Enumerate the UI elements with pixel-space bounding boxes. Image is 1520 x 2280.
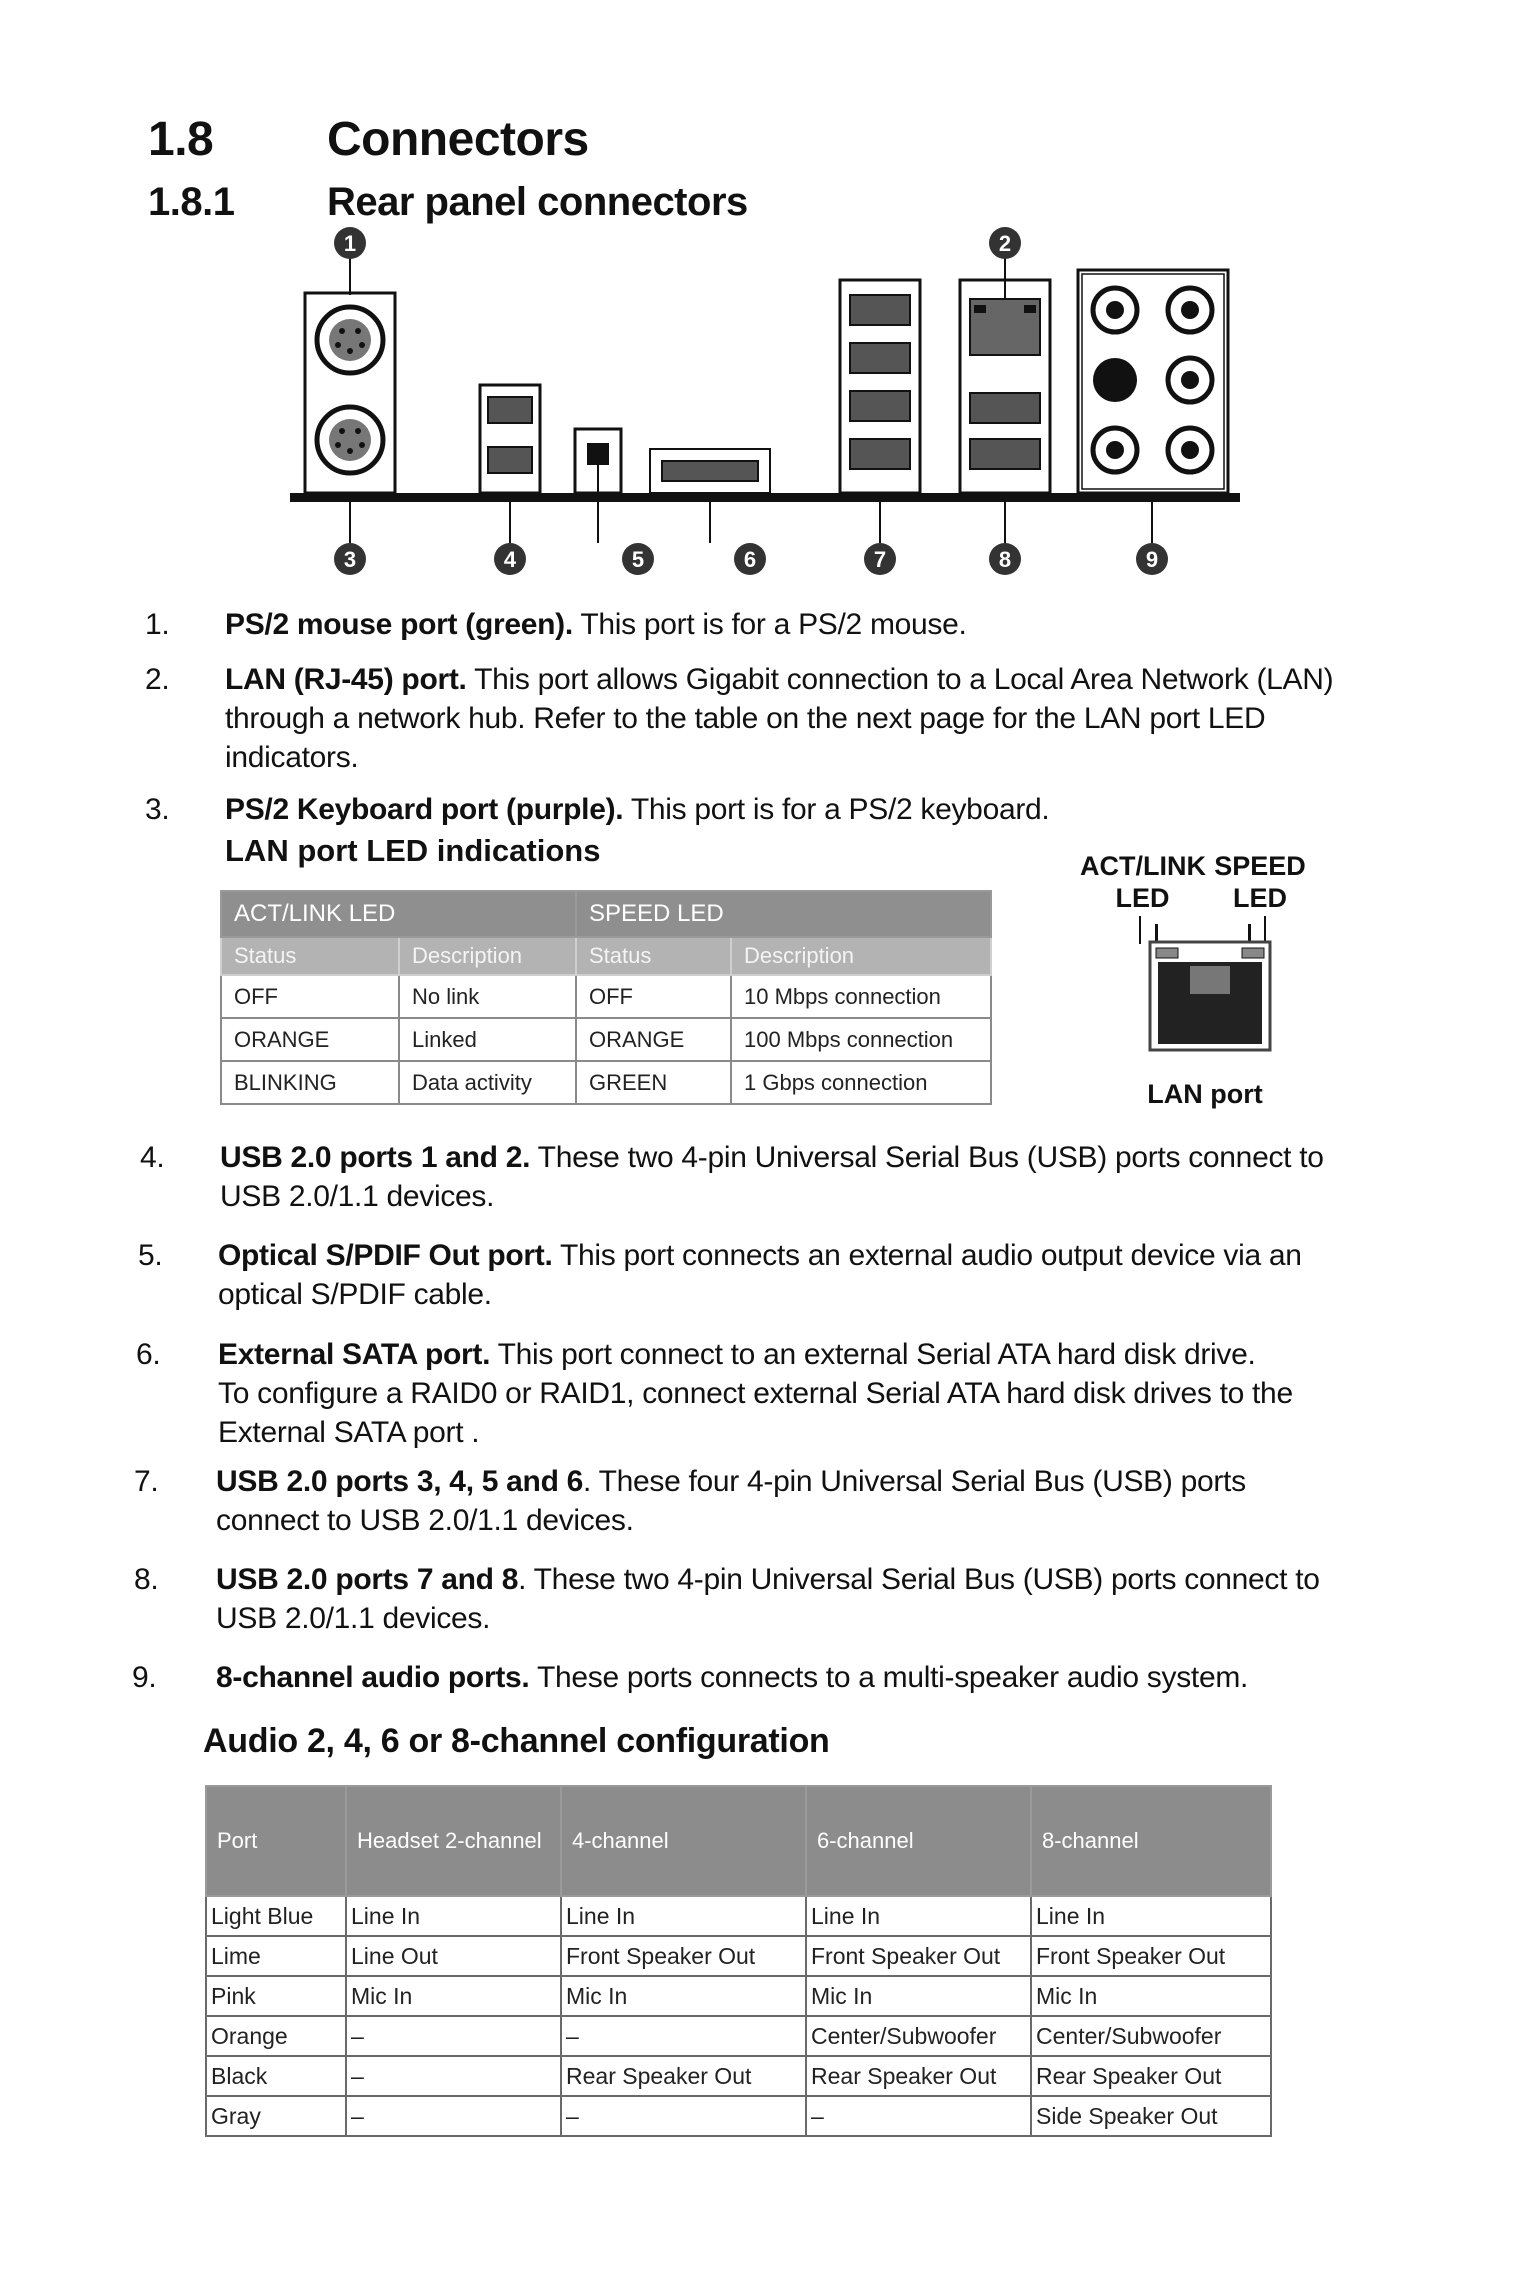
table-row: Lime Line Out Front Speaker Out Front Speaker Out Front Speaker Out <box>206 1936 1271 1976</box>
table-row: BLINKING Data activity GREEN 1 Gbps connection <box>221 1061 991 1104</box>
section-number: 1.8 <box>148 113 214 166</box>
list-item-9: 9. 8-channel audio ports. These ports connects to a multi-speaker audio system. <box>132 1661 1249 1694</box>
list-item-8: 8. USB 2.0 ports 7 and 8. These two 4-pin Universal Serial Bus (USB) ports connect to USB 2.0/1.1 devices. <box>134 1563 1320 1635</box>
act-link-led-label: ACT/LINK LED <box>1080 851 1206 913</box>
subsection-title: Rear panel connectors <box>327 180 748 224</box>
callout-1: 1 <box>343 231 357 256</box>
table-row: Pink Mic In Mic In Mic In Mic In <box>206 1976 1271 2016</box>
subsection-number: 1.8.1 <box>148 180 235 224</box>
lan-led-table: ACT/LINK LED SPEED LED Status Description Status Description OFF No link OFF 10 Mbps connection ORANGE Linked ORANGE 100 Mbps connection BLINKING Data activity GREEN 1 Gbps connection <box>220 890 992 1105</box>
speed-led-label: SPEED LED <box>1214 851 1306 913</box>
lan-port-figure <box>1080 850 1310 1120</box>
list-item-7: 7. USB 2.0 ports 3, 4, 5 and 6. These four 4-pin Universal Serial Bus (USB) ports connect to USB 2.0/1.1 devices. <box>134 1465 1246 1537</box>
callout-9: 9 <box>1145 547 1159 572</box>
table-row: Black – Rear Speaker Out Rear Speaker Out Rear Speaker Out <box>206 2056 1271 2096</box>
callout-6: 6 <box>743 547 757 572</box>
table-row: Light Blue Line In Line In Line In Line In <box>206 1896 1271 1936</box>
callout-8: 8 <box>998 547 1012 572</box>
table-row: ORANGE Linked ORANGE 100 Mbps connection <box>221 1018 991 1061</box>
usb-ports-1-2-icon <box>480 385 540 493</box>
list-item-3: 3. PS/2 Keyboard port (purple). This port is for a PS/2 keyboard. <box>145 793 1050 826</box>
list-item-5: 5. Optical S/PDIF Out port. This port connects an external audio output device via an optical S/PDIF cable. <box>138 1239 1302 1311</box>
list-item-1: 1. PS/2 mouse port (green). This port is for a PS/2 mouse. <box>145 608 967 641</box>
list-item-4: 4. USB 2.0 ports 1 and 2. These two 4-pin Universal Serial Bus (USB) ports connect to USB 2.0/1.1 devices. <box>140 1141 1324 1213</box>
callout-7: 7 <box>873 547 887 572</box>
section-title: Connectors <box>327 113 589 166</box>
lan-port-label: LAN port <box>1147 1079 1263 1109</box>
table-row: Orange – – Center/Subwoofer Center/Subwoofer <box>206 2016 1271 2056</box>
audio-ports-icon <box>1078 270 1228 493</box>
table-row: OFF No link OFF 10 Mbps connection <box>221 975 991 1018</box>
ps2-ports-icon <box>305 293 395 493</box>
list-item-2: 2. LAN (RJ-45) port. This port allows Gigabit connection to a Local Area Network (LAN) through a network hub. Refer to the table on the next page for the LAN port LED indicators. <box>145 663 1334 774</box>
list-item-6: 6. External SATA port. This port connect to an external Serial ATA hard disk drive. To configure a RAID0 or RAID1, connect external Serial ATA hard disk drives to the External SATA port . <box>136 1338 1293 1449</box>
callout-4: 4 <box>503 547 517 572</box>
callout-2: 2 <box>998 231 1012 256</box>
table-header-row: Port Headset 2-channel 4-channel 6-channel 8-channel <box>206 1786 1271 1896</box>
rear-panel-diagram <box>270 225 1250 595</box>
lan-usb-stack-icon <box>960 280 1050 493</box>
callout-3: 3 <box>343 547 357 572</box>
esata-port-icon <box>650 449 770 493</box>
usb-ports-3-6-icon <box>840 280 920 493</box>
lan-port-icon <box>1080 916 1310 1066</box>
audio-config-title: Audio 2, 4, 6 or 8-channel configuration <box>203 1722 830 1760</box>
lan-led-title: LAN port LED indications <box>225 833 601 868</box>
callout-5: 5 <box>631 547 645 572</box>
audio-config-table <box>205 1785 1272 2137</box>
table-row: Gray – – – Side Speaker Out <box>206 2096 1271 2136</box>
